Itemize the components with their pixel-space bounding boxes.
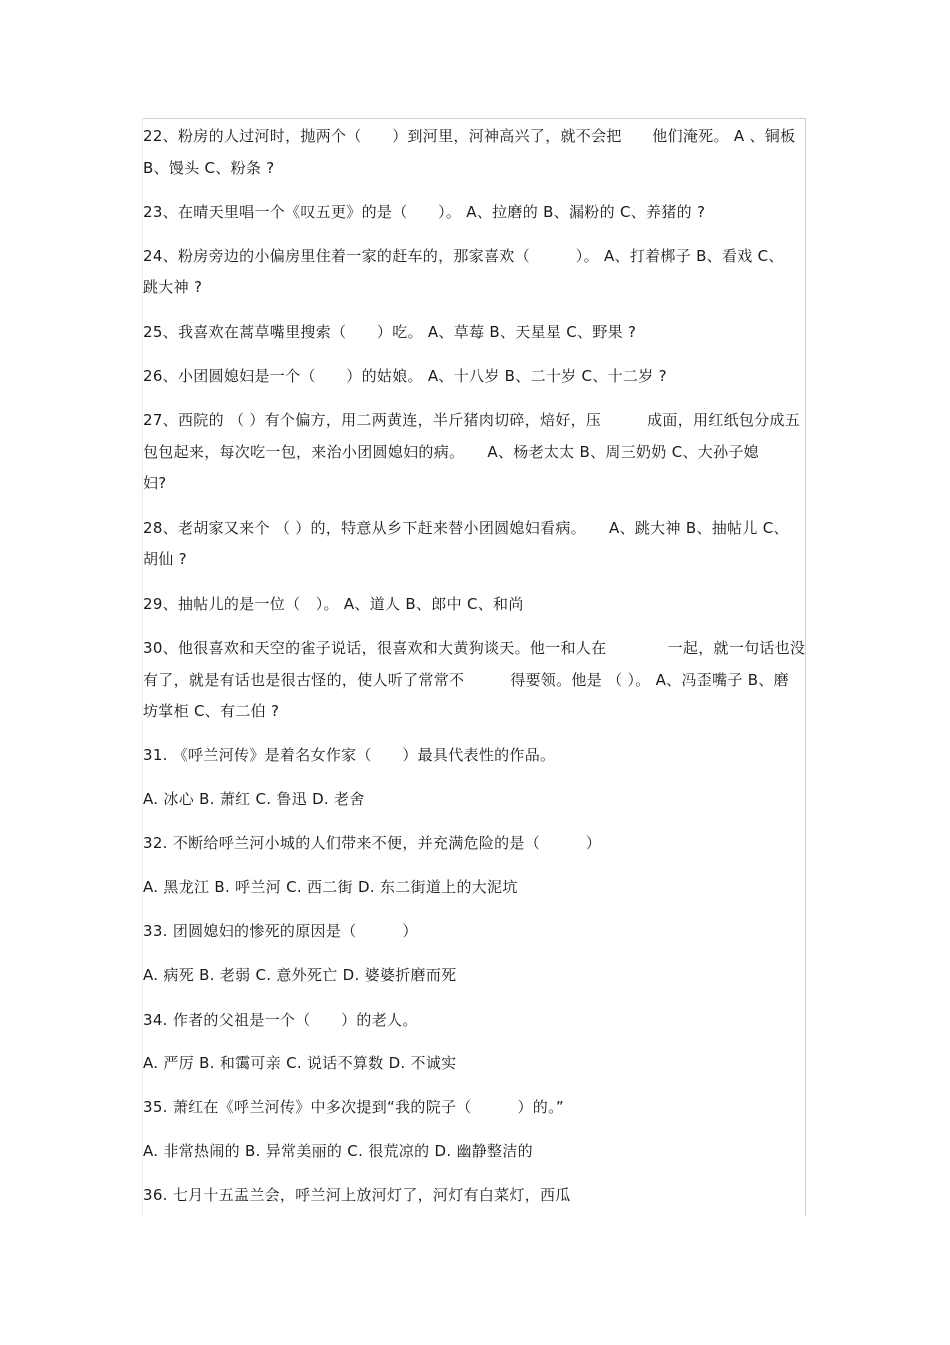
text-line: 25、我喜欢在蒿草嘴里搜索（ ）吃。 A、草莓 B、天星星 C、野果 ? xyxy=(143,323,637,341)
text-line: A. 严厉 B. 和霭可亲 C. 说话不算数 D. 不诚实 xyxy=(143,1054,457,1072)
text-line: 23、在晴天里唱一个《叹五更》的是（ ）。 A、拉磨的 B、漏粉的 C、养猪的 ? xyxy=(143,203,706,221)
text-line: A. 非常热闹的 B. 异常美丽的 C. 很荒凉的 D. 幽静整洁的 xyxy=(143,1142,533,1160)
text-line: 30、他很喜欢和天空的雀子说话，很喜欢和大黄狗谈天。他一和人在 一起，就一句话也没 xyxy=(143,639,806,657)
text-line: 33. 团圆媳妇的惨死的原因是（ ） xyxy=(143,922,418,940)
text-line: A. 冰心 B. 萧红 C. 鲁迅 D. 老舍 xyxy=(143,790,365,808)
text-line: 35. 萧红在《呼兰河传》中多次提到“我的院子（ ）的。” xyxy=(143,1098,564,1116)
text-line: 28、老胡家又来个 （ ）的，特意从乡下赶来替小团圆媳妇看病。 A、跳大神 B、抽帖儿 C、 xyxy=(143,519,789,537)
text-line: 有了，就是有话也是很古怪的，使人听了常常不 得要领。他是 （ ）。 A、冯歪嘴子 B、磨 xyxy=(143,671,789,689)
text-line: 31. 《呼兰河传》是着名女作家（ ）最具代表性的作品。 xyxy=(143,746,556,764)
text-line: B、馒头 C、粉条 ? xyxy=(143,159,275,177)
text-line: 32. 不断给呼兰河小城的人们带来不便，并充满危险的是（ ） xyxy=(143,834,602,852)
text-line: 29、抽帖儿的是一位（ ）。 A、道人 B、郎中 C、和尚 xyxy=(143,595,524,613)
text-line: 36. 七月十五盂兰会，呼兰河上放河灯了，河灯有白菜灯，西瓜 xyxy=(143,1186,571,1204)
text-line: A. 黑龙江 B. 呼兰河 C. 西二街 D. 东二街道上的大泥坑 xyxy=(143,878,518,896)
text-line: 包包起来，每次吃一包，来治小团圆媳妇的病。 A、杨老太太 B、周三奶奶 C、大孙子媳 xyxy=(143,443,759,461)
text-line: 24、粉房旁边的小偏房里住着一家的赶车的，那家喜欢（ ）。 A、打着梆子 B、看戏 C、 xyxy=(143,247,784,265)
text-line: 34. 作者的父祖是一个（ ）的老人。 xyxy=(143,1011,418,1029)
text-line: 26、小团圆媳妇是一个（ ）的姑娘。 A、十八岁 B、二十岁 C、十二岁 ? xyxy=(143,367,667,385)
text-line: 22、粉房的人过河时，抛两个（ ）到河里，河神高兴了，就不会把 他们淹死。 A 、铜板 xyxy=(143,127,796,145)
text-line: 胡仙 ? xyxy=(143,550,187,568)
text-line: 27、西院的 （ ）有个偏方，用二两黄连，半斤猪肉切碎，焙好，压 成面，用红纸包分成五 xyxy=(143,411,801,429)
text-line: 妇? xyxy=(143,474,167,492)
text-line: 坊掌柜 C、有二伯 ? xyxy=(143,702,280,720)
text-line: A. 病死 B. 老弱 C. 意外死亡 D. 婆婆折磨而死 xyxy=(143,966,457,984)
text-line: 跳大神 ? xyxy=(143,278,203,296)
